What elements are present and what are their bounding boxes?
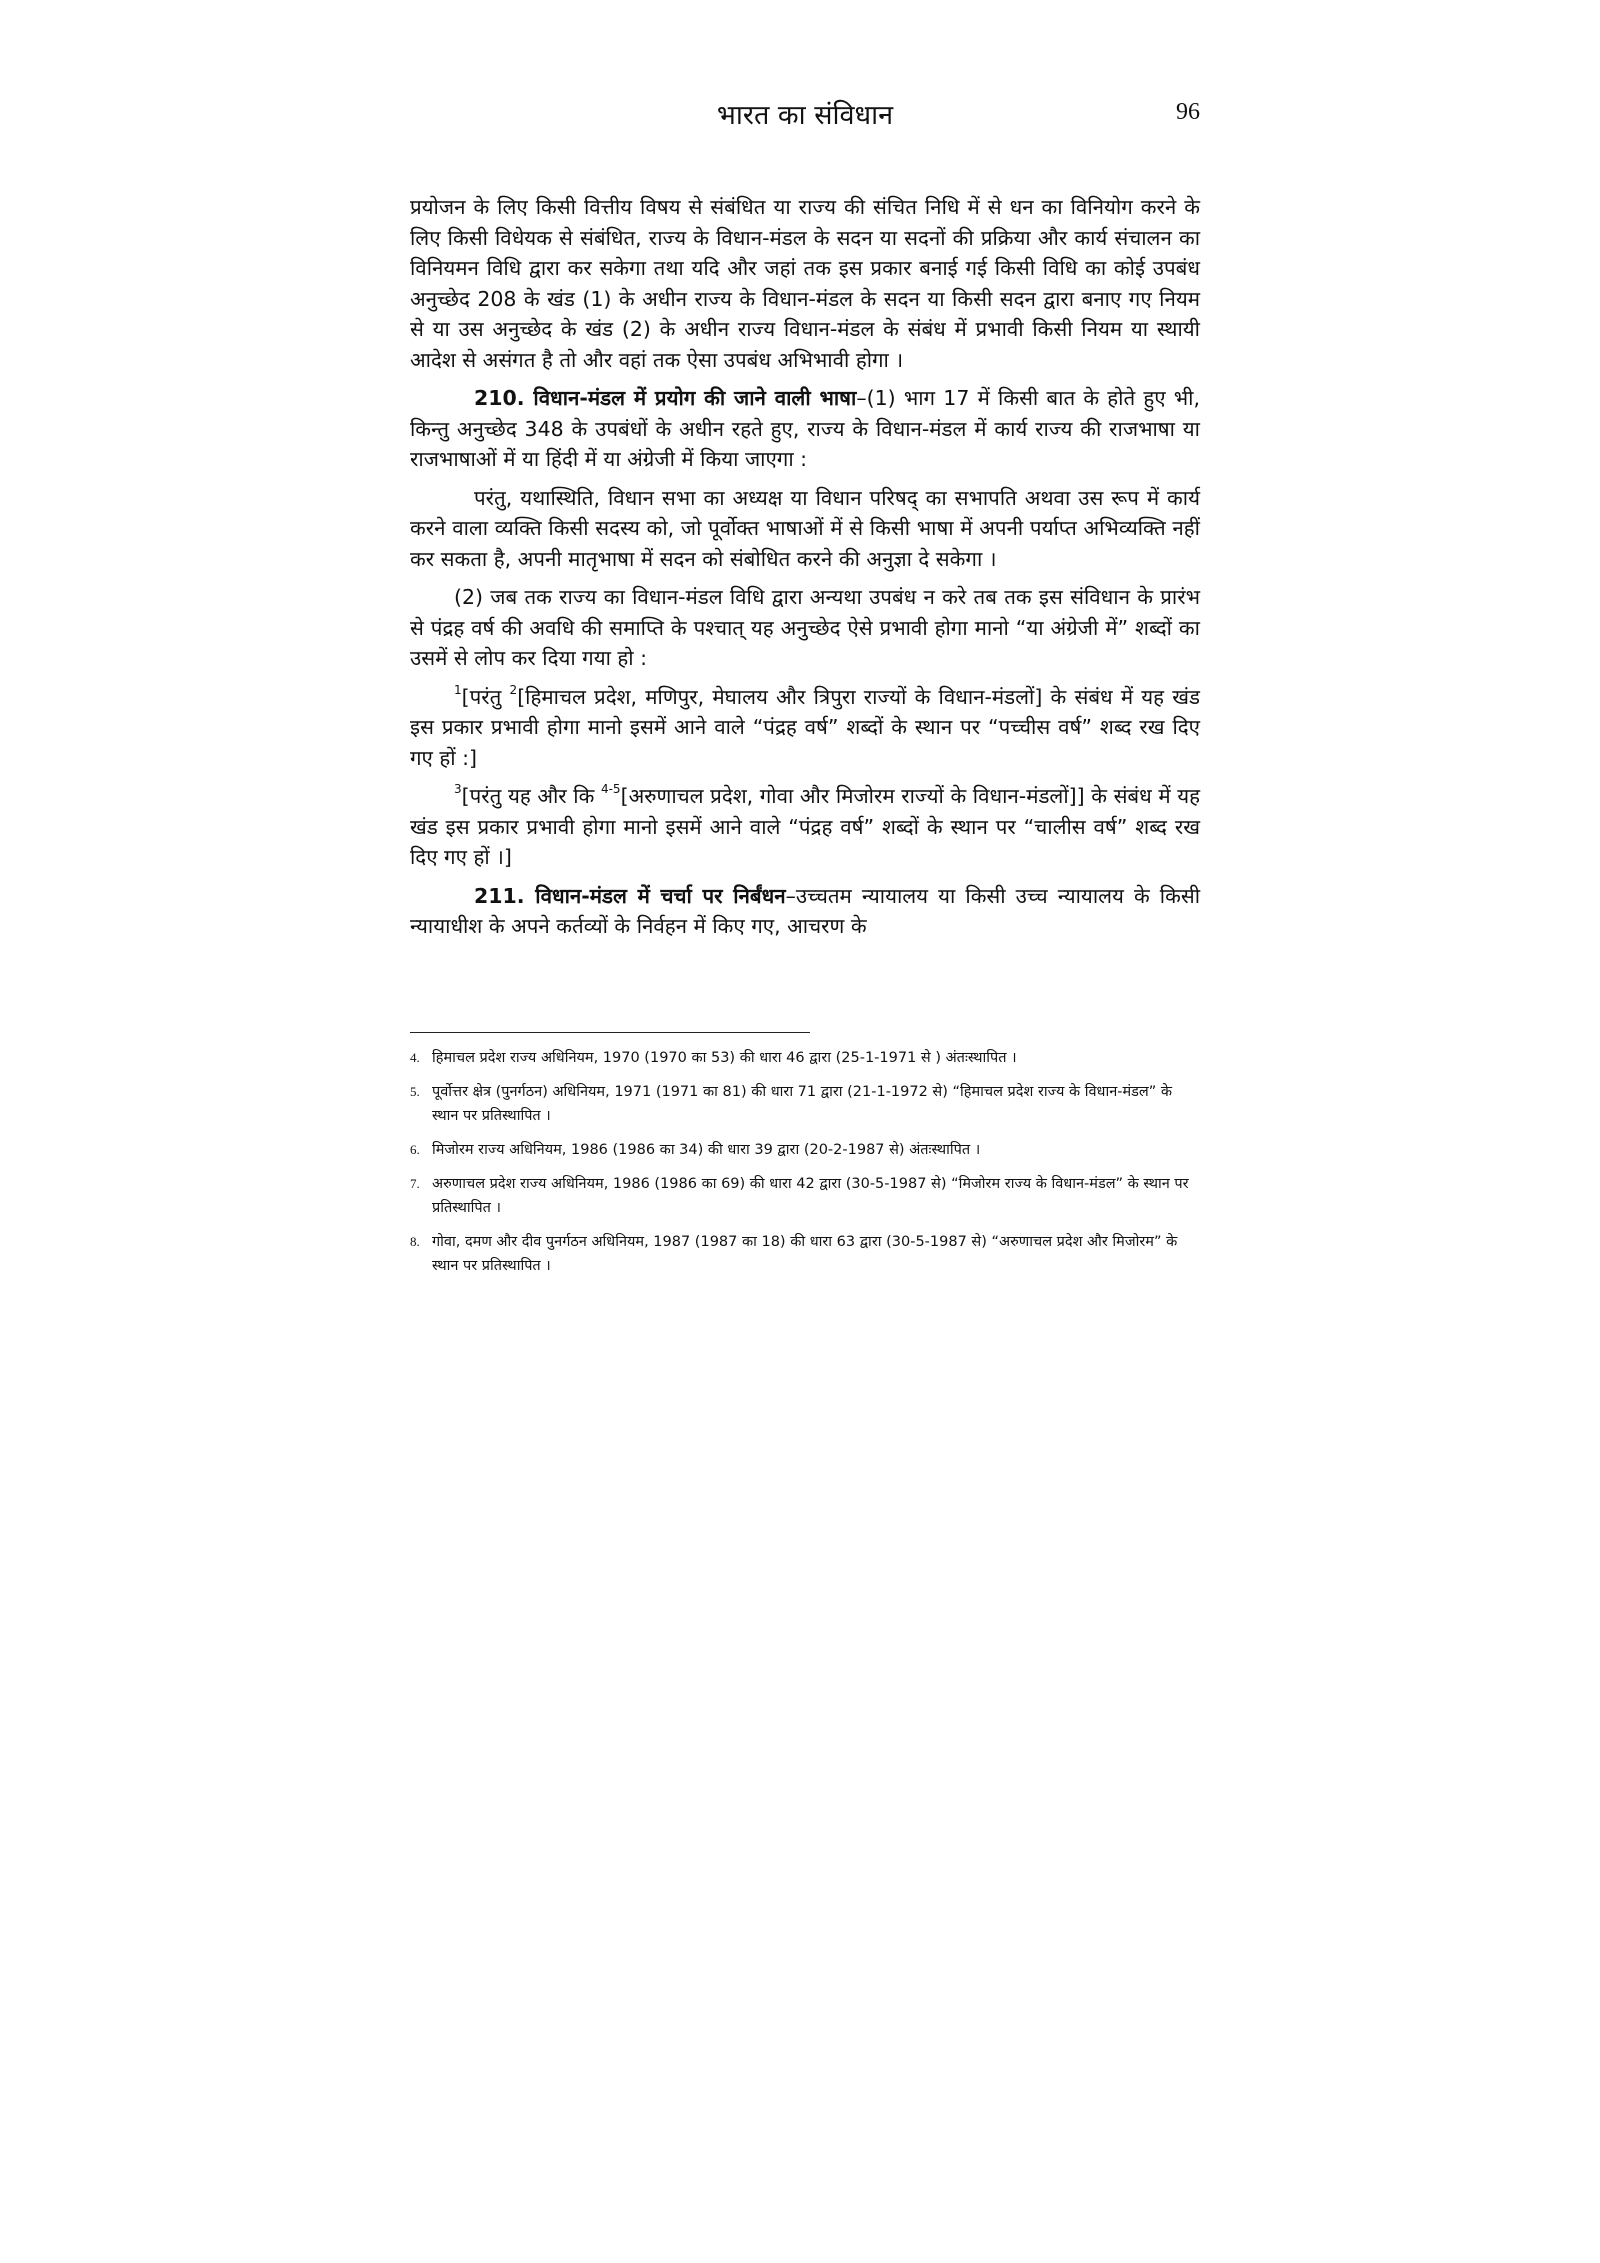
footnote-text: पूर्वोत्तर क्षेत्र (पुनर्गठन) अधिनियम, 1971 (1971 का 81) की धारा 71 द्वारा (21-1-1972 से) “हिमाचल प्रदेश राज्य के विधान-मंडल” के स्थान पर प्रतिस्थापित । [432, 1084, 1172, 1124]
footnote [410, 1080, 1200, 1128]
proviso-3-text-b: [अरुणाचल प्रदेश, गोवा और मिजोरम राज्यों के विधान-मंडलों]] के संबंध में यह खंड इस प्रकार प्रभावी होगा मानो इसमें आने वाले “पंद्रह वर्ष” शब्दों के स्थान पर “चालीस वर्ष” शब्द रख दिए गए हों ।] [410, 784, 1200, 869]
paragraph-continuation: प्रयोजन के लिए किसी वित्तीय विषय से संबंधित या राज्य की संचित निधि में से धन का विनियोग करने के लिए किसी विधेयक से संबंधित, राज्य के विधान-मंडल के सदन या सदनों की प्रक्रिया और कार्य संचालन का विनियमन विधि द्वारा कर सकेगा तथा यदि और जहां तक इस प्रकार बनाई गई किसी विधि का कोई उपबंध अनुच्छेद 208 के खंड (1) के अधीन राज्य के विधान-मंडल के सदन या किसी सदन द्वारा बनाए गए नियम से या उस अनुच्छेद के खंड (2) के अधीन राज्य विधान-मंडल के संबंध में प्रभावी किसी नियम या स्थायी आदेश से असंगत है तो और वहां तक ऐसा उपबंध अभिभावी होगा । [410, 195, 1200, 372]
footnote-text: हिमाचल प्रदेश राज्य अधिनियम, 1970 (1970 का 53) की धारा 46 द्वारा (25-1-1971 से ) अंतःस्थापित । [432, 1050, 1017, 1066]
body-text [410, 192, 1200, 950]
proviso-2-text-a: [परंतु [461, 684, 510, 709]
article-210-proviso-3 [410, 781, 1200, 873]
article-211-text: –उच्चतम न्यायालय या किसी उच्च न्यायालय के किसी न्यायाधीश के अपने कर्तव्यों के निर्वहन में किए गए, आचरण के [410, 883, 1200, 938]
footnote [410, 1046, 1200, 1070]
footnotes [410, 1046, 1200, 1288]
footnote-ref: 2 [509, 682, 518, 697]
page-number: 96 [1176, 99, 1200, 125]
footnote-mark: 5. [410, 1084, 420, 1099]
article-211 [410, 881, 1200, 942]
footnote [410, 1138, 1200, 1162]
footnote-text: अरुणाचल प्रदेश राज्य अधिनियम, 1986 (1986 का 69) की धारा 42 द्वारा (30-5-1987 से) “मिजोरम राज्य के विधान-मंडल” के स्थान पर प्रतिस्थापित । [432, 1176, 1189, 1216]
footnote-mark: 7. [410, 1176, 420, 1191]
article-210-proviso-2 [410, 682, 1200, 774]
proviso-3-text-a: [परंतु यह और कि [461, 784, 601, 808]
footnote-mark: 8. [410, 1234, 420, 1249]
footnote-ref: 3 [454, 782, 462, 797]
article-210 [410, 383, 1200, 475]
footnote-text: मिजोरम राज्य अधिनियम, 1986 (1986 का 34) की धारा 39 द्वारा (20-2-1987 से) अंतःस्थापित । [432, 1142, 981, 1158]
page-title: भारत का संविधान [716, 100, 894, 131]
footnote-ref: 1 [454, 682, 462, 697]
article-210-proviso: परंतु, यथास्थिति, विधान सभा का अध्यक्ष या विधान परिषद् का सभापति अथवा उस रूप में कार्य करने वाला व्यक्ति किसी सदस्य को, जो पूर्वोक्त भाषाओं में से किसी भाषा में अपनी पर्याप्त अभिव्यक्ति नहीं कर सकता है, अपनी मातृभाषा में सदन को संबोधित करने की अनुज्ञा दे सकेगा । [410, 485, 1200, 571]
article-211-heading: 211. विधान-मंडल में चर्चा पर निर्बंधन [474, 883, 786, 908]
footnote-mark: 4. [410, 1050, 420, 1065]
footnote-mark: 6. [410, 1142, 420, 1157]
footnote-ref: 4-5 [600, 782, 621, 797]
footnote-text: गोवा, दमण और दीव पुनर्गठन अधिनियम, 1987 (1987 का 18) की धारा 63 द्वारा (30-5-1987 से) “अरुणाचल प्रदेश और मिजोरम” के स्थान पर प्रतिस्थापित । [432, 1234, 1178, 1274]
proviso-2-text-b: [हिमाचल प्रदेश, मणिपुर, मेघालय और त्रिपुरा राज्यों के विधान-मंडलों] के संबंध में यह खंड इस प्रकार प्रभावी होगा मानो इसमें आने वाले “पंद्रह वर्ष” शब्दों के स्थान पर “पच्चीस वर्ष” शब्द रख दिए गए हों :] [410, 684, 1200, 770]
article-210-heading: 210. विधान-मंडल में प्रयोग की जाने वाली भाषा [474, 386, 857, 410]
article-210-text: –(1) भाग 17 में किसी बात के होते हुए भी, किन्तु अनुच्छेद 348 के उपबंधों के अधीन रहते हुए, राज्य के विधान-मंडल में कार्य राज्य की राजभाषा या राजभाषाओं में या हिंदी में या अंग्रेजी में किया जाएगा : [410, 386, 1200, 471]
footnote-divider [410, 1032, 810, 1033]
footnote [410, 1172, 1200, 1220]
footnote [410, 1230, 1200, 1278]
page-header [410, 96, 1200, 146]
article-210-clause-2: (2) जब तक राज्य का विधान-मंडल विधि द्वारा अन्यथा उपबंध न करे तब तक इस संविधान के प्रारंभ से पंद्रह वर्ष की अवधि की समाप्ति के पश्चात् यह अनुच्छेद ऐसे प्रभावी होगा मानो “या अंग्रेजी में” शब्दों का उसमें से लोप कर दिया गया हो : [410, 585, 1200, 670]
